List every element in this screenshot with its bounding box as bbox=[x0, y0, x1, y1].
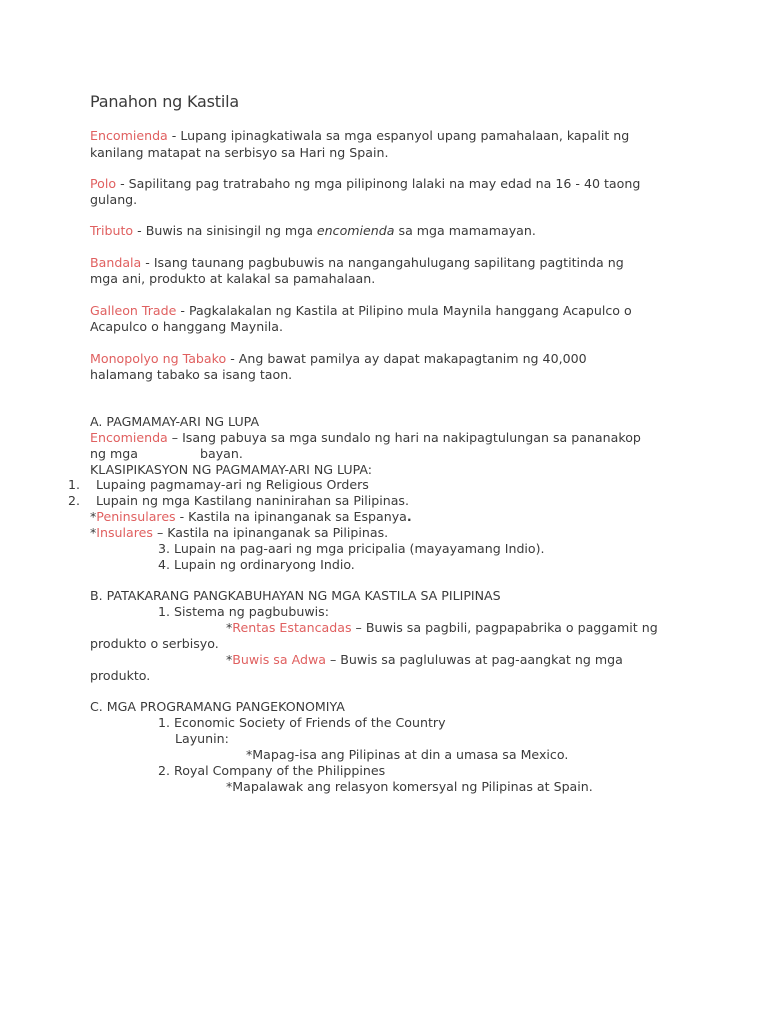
list-item: Lupaing pagmamay-ari ng Religious Orders bbox=[96, 477, 369, 492]
list-item: 3. Lupain na pag-aari ng mga pricipalia (mayayamang Indio). bbox=[158, 541, 545, 556]
term-bandala: Bandala bbox=[90, 255, 142, 270]
definition-text: - Lupang ipinagkatiwala sa mga espanyol upang pamahalaan, kapalit ng bbox=[167, 128, 630, 143]
definition-encomienda bbox=[90, 128, 629, 144]
layunin-text: *Mapag-isa ang Pilipinas at din a umasa sa Mexico. bbox=[246, 747, 569, 762]
list-number: 1. bbox=[68, 477, 81, 492]
bold-period: . bbox=[406, 509, 412, 524]
term-insulares: Insulares bbox=[96, 525, 153, 540]
bullet-star: * bbox=[90, 525, 97, 540]
italic-word: encomienda bbox=[316, 223, 395, 238]
definition-monopolyo bbox=[90, 351, 587, 367]
term-encomienda: Encomienda bbox=[90, 430, 168, 445]
definition-line: produkto o serbisyo. bbox=[90, 636, 219, 651]
section-a-encomienda bbox=[90, 430, 641, 446]
definition-polo bbox=[90, 176, 640, 192]
definition-line: halamang tabako sa isang taon. bbox=[90, 367, 293, 382]
list-number: 2. bbox=[68, 493, 81, 508]
rentas-line bbox=[226, 620, 658, 636]
definition-line: gulang. bbox=[90, 192, 138, 207]
definition-text: - Sapilitang pag tratrabaho ng mga pilipinong lalaki na may edad na 16 - 40 taong bbox=[116, 176, 641, 191]
bullet-star: * bbox=[226, 620, 233, 635]
definition-text: – Kastila na ipinanganak sa Pilipinas. bbox=[152, 525, 389, 540]
definition-text: sa mga mamamayan. bbox=[394, 223, 536, 238]
term-rentas-estancadas: Rentas Estancadas bbox=[232, 620, 352, 635]
term-tributo: Tributo bbox=[90, 223, 134, 238]
term-encomienda: Encomienda bbox=[90, 128, 168, 143]
list-item: 2. Royal Company of the Philippines bbox=[158, 763, 386, 778]
list-item: Lupain ng mga Kastilang naninirahan sa Pilipinas. bbox=[96, 493, 409, 508]
definition-line: Acapulco o hanggang Maynila. bbox=[90, 319, 283, 334]
definition-text: – Isang pabuya sa mga sundalo ng hari na nakipagtulungan sa pananakop bbox=[167, 430, 641, 445]
term-monopolyo: Monopolyo ng Tabako bbox=[90, 351, 227, 366]
klasipikasyon-heading: KLASIPIKASYON NG PAGMAMAY-ARI NG LUPA: bbox=[90, 462, 373, 477]
definition-line: produkto. bbox=[90, 668, 151, 683]
adwa-line bbox=[226, 652, 623, 668]
definition-tributo bbox=[90, 223, 536, 239]
list-item-detail: *Mapalawak ang relasyon komersyal ng Pilipinas at Spain. bbox=[226, 779, 593, 794]
term-peninsulares: Peninsulares bbox=[96, 509, 176, 524]
bullet-star: * bbox=[226, 652, 233, 667]
term-galleon-trade: Galleon Trade bbox=[90, 303, 177, 318]
insulares-line bbox=[90, 525, 388, 541]
list-item: 1. Sistema ng pagbubuwis: bbox=[158, 604, 329, 619]
definition-text: - Pagkalakalan ng Kastila at Pilipino mula Maynila hanggang Acapulco o bbox=[176, 303, 632, 318]
bullet-star: * bbox=[90, 509, 97, 524]
definition-line: mga ani, produkto at kalakal sa pamahalaan. bbox=[90, 271, 376, 286]
definition-galleon-trade bbox=[90, 303, 632, 319]
page-title: Panahon ng Kastila bbox=[90, 92, 239, 111]
layunin-label: Layunin: bbox=[175, 731, 229, 746]
definition-bandala bbox=[90, 255, 624, 271]
definition-line: bayan. bbox=[200, 446, 243, 461]
section-a-heading: A. PAGMAMAY-ARI NG LUPA bbox=[90, 414, 260, 429]
list-item: 1. Economic Society of Friends of the Country bbox=[158, 715, 446, 730]
definition-line: kanilang matapat na serbisyo sa Hari ng Spain. bbox=[90, 145, 389, 160]
definition-text: - Isang taunang pagbubuwis na nangangahulugang sapilitang pagtitinda ng bbox=[141, 255, 624, 270]
definition-text: - Buwis na sinisingil ng mga bbox=[133, 223, 317, 238]
section-b-heading: B. PATAKARANG PANGKABUHAYAN NG MGA KASTILA SA PILIPINAS bbox=[90, 588, 501, 603]
definition-text: – Buwis sa pagluluwas at pag-aangkat ng mga bbox=[325, 652, 623, 667]
definition-text: - Kastila na ipinanganak sa Espanya bbox=[175, 509, 407, 524]
section-c-heading: C. MGA PROGRAMANG PANGEKONOMIYA bbox=[90, 699, 345, 714]
definition-text: - Ang bawat pamilya ay dapat makapagtanim ng 40,000 bbox=[226, 351, 587, 366]
definition-line: ng mga bbox=[90, 446, 138, 461]
list-item: 4. Lupain ng ordinaryong Indio. bbox=[158, 557, 355, 572]
term-buwis-sa-adwa: Buwis sa Adwa bbox=[232, 652, 326, 667]
definition-text: – Buwis sa pagbili, pagpapabrika o paggamit ng bbox=[351, 620, 658, 635]
term-polo: Polo bbox=[90, 176, 117, 191]
peninsulares-line bbox=[90, 509, 412, 525]
